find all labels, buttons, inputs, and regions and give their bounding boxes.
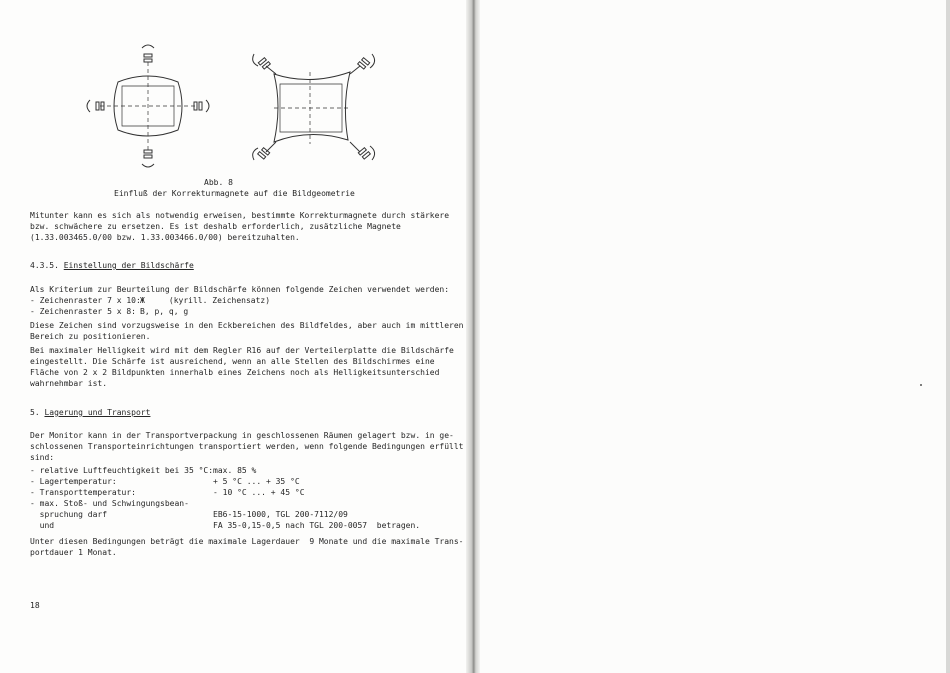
section-435-para2-line-3: Fläche von 2 x 2 Bildpunkten innerhalb eines Zeichens noch als Helligkeitsunterschied [30, 368, 440, 377]
character-grid-value-2: B, p, q, g [140, 307, 189, 316]
section-5-heading [30, 407, 150, 418]
section-5-number: 5. [30, 408, 40, 417]
condition-label-5: spruchung darf [30, 510, 108, 519]
section-5-intro-line-3: sind: [30, 453, 55, 462]
section-435-para2-line-4: wahrnehmbar ist. [30, 379, 108, 388]
intro-line-2: bzw. schwächere zu ersetzen. Es ist deshalb erforderlich, zusätzliche Magnete [30, 222, 401, 231]
intro-line-3: (1.33.003465.0/00 bzw. 1.33.003466.0/00) bereitzuhalten. [30, 233, 300, 242]
condition-label-3: - Transporttemperatur: [30, 488, 136, 497]
page-edge [946, 0, 950, 673]
character-grid-label-2: - Zeichenraster 5 x 8: [30, 307, 136, 316]
condition-value-5: EB6-15-1000, TGL 200-7112/09 [213, 510, 348, 519]
magnet-icon [358, 54, 375, 69]
figure-caption-text: Einfluß der Korrekturmagnete auf die Bildgeometrie [114, 189, 355, 198]
magnet-icon [253, 148, 270, 160]
condition-value-3: - 10 °C ... + 45 °C [213, 488, 305, 497]
section-435-number: 4.3.5. [30, 261, 59, 270]
magnet-icon [142, 45, 154, 62]
character-grid-label-1: - Zeichenraster 7 x 10: [30, 296, 141, 305]
section-435-para1-line-2: Bereich zu positionieren. [30, 332, 151, 341]
section-5-closing-line-1: Unter diesen Bedingungen beträgt die maximale Lagerdauer 9 Monate und die maximale Trans- [30, 537, 464, 546]
condition-label-6: und [30, 521, 55, 530]
condition-value-2: + 5 °C ... + 35 °C [213, 477, 300, 486]
section-435-lead: Als Kriterium zur Beurteilung der Bildschärfe können folgende Zeichen verwendet werden: [30, 285, 450, 294]
condition-label-1: - relative Luftfeuchtigkeit bei 35 °C: [30, 466, 214, 475]
barrel-distortion-drawing [87, 45, 209, 167]
section-435-title: Einstellung der Bildschärfe [63, 261, 194, 270]
magnet-icon [358, 146, 374, 160]
book-gutter [466, 0, 480, 673]
condition-label-2: - Lagertemperatur: [30, 477, 117, 486]
section-5-intro-line-1: Der Monitor kann in der Transportverpackung in geschlossenen Räumen gelagert bzw. in ge- [30, 431, 454, 440]
section-435-heading [30, 260, 194, 271]
section-5-title: Lagerung und Transport [44, 408, 151, 417]
character-grid-value-1: Ж (kyrill. Zeichensatz) [140, 296, 271, 305]
left-page [0, 0, 470, 673]
page-number: 18 [30, 601, 40, 610]
figure-caption-number: Abb. 8 [204, 178, 233, 187]
intro-line-1: Mitunter kann es sich als notwendig erweisen, bestimmte Korrekturmagnete durch stärkere [30, 211, 450, 220]
magnet-icon [87, 100, 104, 112]
section-435-para1-line-1: Diese Zeichen sind vorzugsweise in den Eckbereichen des Bildfeldes, aber auch im mittleren [30, 321, 464, 330]
condition-value-1: max. 85 % [213, 466, 257, 475]
right-page-blank [480, 0, 950, 673]
condition-value-6: FA 35-0,15-0,5 nach TGL 200-0057 betragen. [213, 521, 421, 530]
magnet-icon [142, 150, 154, 167]
condition-label-4: - max. Stoß- und Schwingungsbean- [30, 499, 189, 508]
pincushion-distortion-drawing [253, 54, 375, 160]
section-435-para2-line-2: eingestellt. Die Schärfe ist ausreichend, wenn an alle Stellen des Bildschirmes eine [30, 357, 435, 366]
magnet-icon [253, 54, 271, 69]
paper-speck [920, 384, 922, 386]
section-435-para2-line-1: Bei maximaler Helligkeit wird mit dem Regler R16 auf der Verteilerplatte die Bildschärfe [30, 346, 454, 355]
magnet-icon [194, 100, 209, 112]
section-5-closing-line-2: portdauer 1 Monat. [30, 548, 117, 557]
section-5-intro-line-2: schlossenen Transporteinrichtungen transportiert werden, wenn folgende Bedingungen erfüllt [30, 442, 464, 451]
correction-magnet-figure [78, 44, 388, 172]
